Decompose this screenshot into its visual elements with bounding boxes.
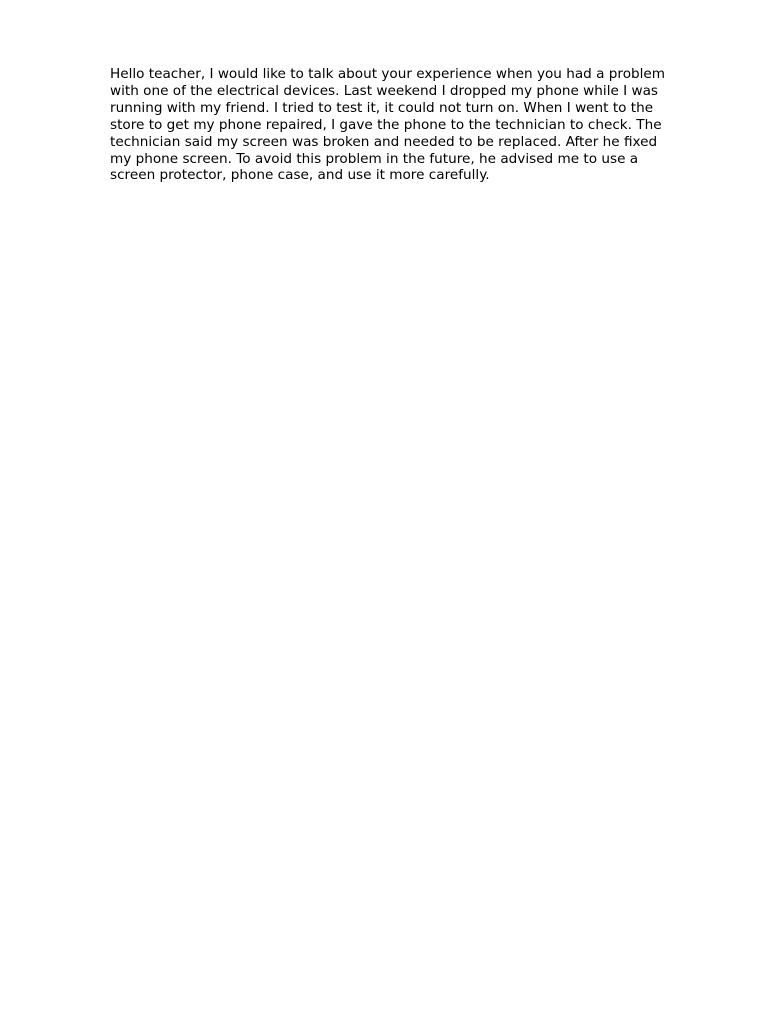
body-paragraph: Hello teacher, I would like to talk about your experience when you had a problem with one of the electrical devices. Last weekend I dropped my phone while I was running with my friend. I tried to test it, it could not turn on. When I went to the store to get my phone repaired, I gave the phone to the technician to check. The technician said my screen was broken and needed to be replaced. After he fixed my phone screen. To avoid this problem in the future, he advised me to use a screen protector, phone case, and use it more carefully. xyxy=(110,66,666,184)
